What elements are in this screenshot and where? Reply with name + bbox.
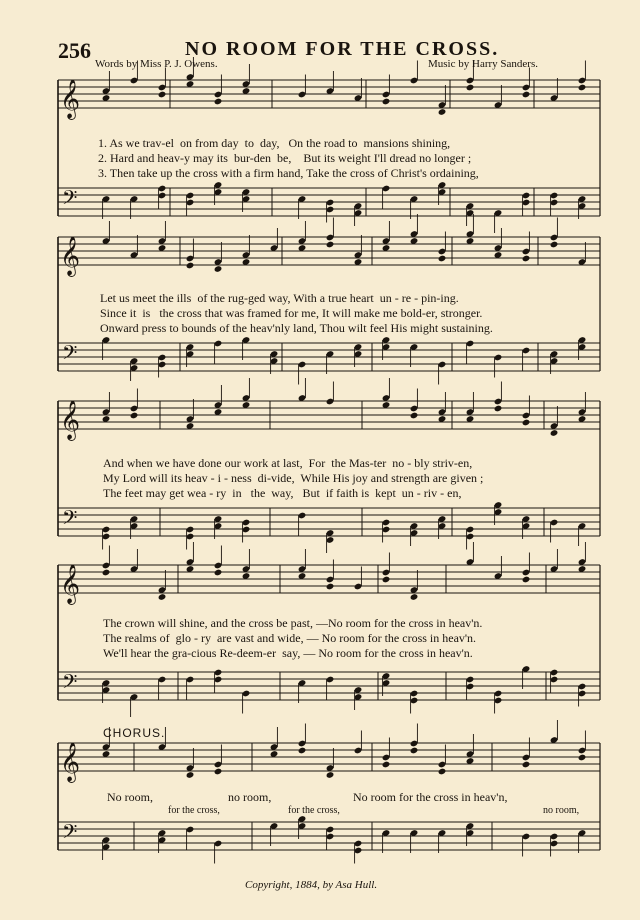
lyric-verse-1: The crown will shine, and the cross be past, —No room for the cross in heav'n. <box>103 616 483 630</box>
lyric-verse-1: And when we have done our work at last, For the Mas-ter no - bly striv-en, <box>103 456 473 470</box>
music-credit: Music by Harry Sanders. <box>428 58 538 70</box>
chorus-lyric-3: No room for the cross in heav'n, <box>353 790 508 804</box>
lyric-verse-2: My Lord will its heav - i - ness di-vide, While His joy and strength are given ; <box>103 471 484 485</box>
lyric-verse-2: 2. Hard and heav-y may its bur-den be, But its weight I'll dread no longer ; <box>98 151 472 165</box>
lyric-verse-2: Since it is the cross that was framed for me, It will make me bold-er, stronger. <box>100 306 483 320</box>
bass-lyric-2: for the cross, <box>288 805 340 816</box>
copyright-notice: Copyright, 1884, by Asa Hull. <box>245 879 378 891</box>
lyric-verse-2: The realms of glo - ry are vast and wide, — No room for the cross in heav'n. <box>103 631 477 645</box>
lyric-verse-1: Let us meet the ills of the rug-ged way, With a true heart un - re - pin-ing. <box>100 291 459 305</box>
svg-text:𝄞: 𝄞 <box>60 400 81 440</box>
svg-text:𝄞: 𝄞 <box>60 79 81 119</box>
lyric-verse-3: We'll hear the gra-cious Re-deem-er say, — No room for the cross in heav'n. <box>103 646 473 660</box>
words-credit: Words by Miss P. J. Owens. <box>95 58 218 70</box>
svg-text:𝄞: 𝄞 <box>60 236 81 276</box>
page-number: 256 <box>58 38 91 63</box>
chorus-label: CHORUS. <box>103 726 166 740</box>
bass-lyric-3: no room, <box>543 805 580 816</box>
lyric-verse-1: 1. As we trav-el on from day to day, On the road to mansions shining, <box>98 136 451 150</box>
svg-text:𝄢: 𝄢 <box>62 820 78 848</box>
chorus-lyric-1: No room, <box>107 790 153 804</box>
bass-lyric-1: for the cross, <box>168 805 220 816</box>
svg-text:𝄞: 𝄞 <box>60 742 81 782</box>
hymn-title: NO ROOM FOR THE CROSS. <box>185 38 500 60</box>
chorus-lyric-2: no room, <box>228 790 272 804</box>
svg-text:𝄢: 𝄢 <box>62 341 78 369</box>
svg-text:𝄢: 𝄢 <box>62 186 78 214</box>
svg-text:𝄢: 𝄢 <box>62 670 78 698</box>
svg-text:𝄢: 𝄢 <box>62 506 78 534</box>
svg-text:𝄞: 𝄞 <box>60 564 81 604</box>
lyric-verse-3: The feet may get wea - ry in the way, But if faith is kept un - riv - en, <box>103 486 462 500</box>
lyric-verse-3: 3. Then take up the cross with a firm hand, Take the cross of Christ's ordaining, <box>98 166 479 180</box>
lyric-verse-3: Onward press to bounds of the heav'nly land, Thou wilt feel His might sustaining. <box>100 321 493 335</box>
